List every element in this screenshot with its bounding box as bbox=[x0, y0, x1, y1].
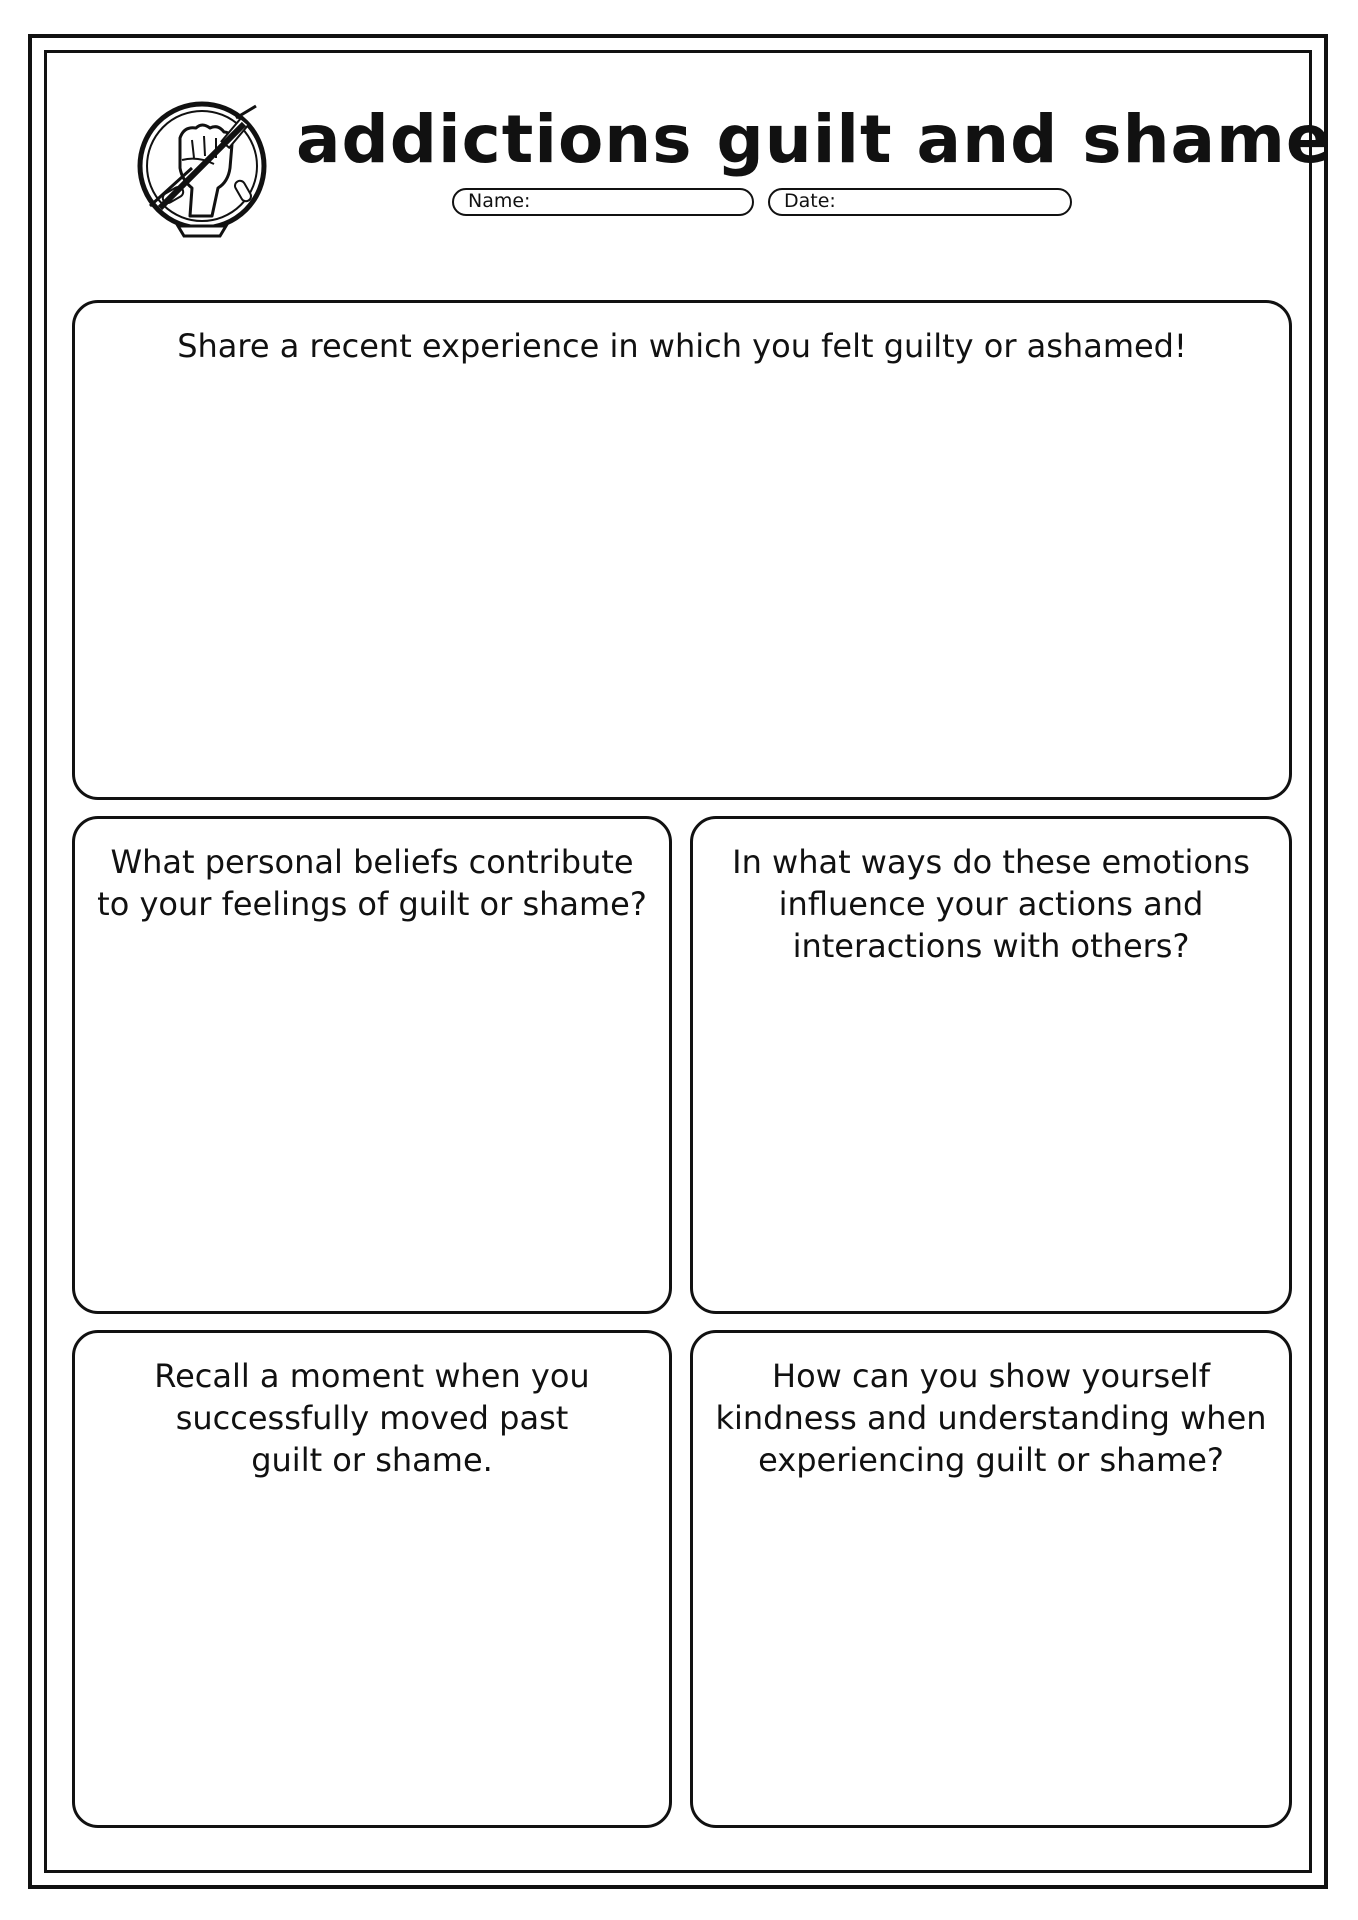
name-field[interactable] bbox=[452, 188, 754, 216]
prompt-personal-beliefs: What personal beliefs contribute to your feelings of guilt or shame? bbox=[97, 843, 647, 923]
date-label: Date: bbox=[784, 190, 836, 212]
no-addiction-fist-icon bbox=[132, 98, 274, 240]
prompt-moved-past: Recall a moment when you successfully moved past guilt or shame. bbox=[154, 1357, 590, 1479]
prompt-emotions-influence: In what ways do these emotions influence your actions and interactions with others? bbox=[732, 843, 1250, 965]
answer-box-emotions-influence[interactable] bbox=[690, 816, 1292, 1314]
page-title: addictions guilt and shame bbox=[296, 101, 1332, 178]
prompt-recent-experience: Share a recent experience in which you felt guilty or ashamed! bbox=[177, 327, 1187, 365]
answer-box-recent-experience[interactable] bbox=[72, 300, 1292, 800]
answer-box-personal-beliefs[interactable] bbox=[72, 816, 672, 1314]
worksheet-header bbox=[0, 0, 1358, 240]
prompt-self-kindness: How can you show yourself kindness and understanding when experiencing guilt or shame? bbox=[715, 1357, 1267, 1479]
name-label: Name: bbox=[468, 190, 531, 212]
date-field[interactable] bbox=[768, 188, 1072, 216]
answer-box-self-kindness[interactable] bbox=[690, 1330, 1292, 1828]
answer-box-moved-past[interactable] bbox=[72, 1330, 672, 1828]
